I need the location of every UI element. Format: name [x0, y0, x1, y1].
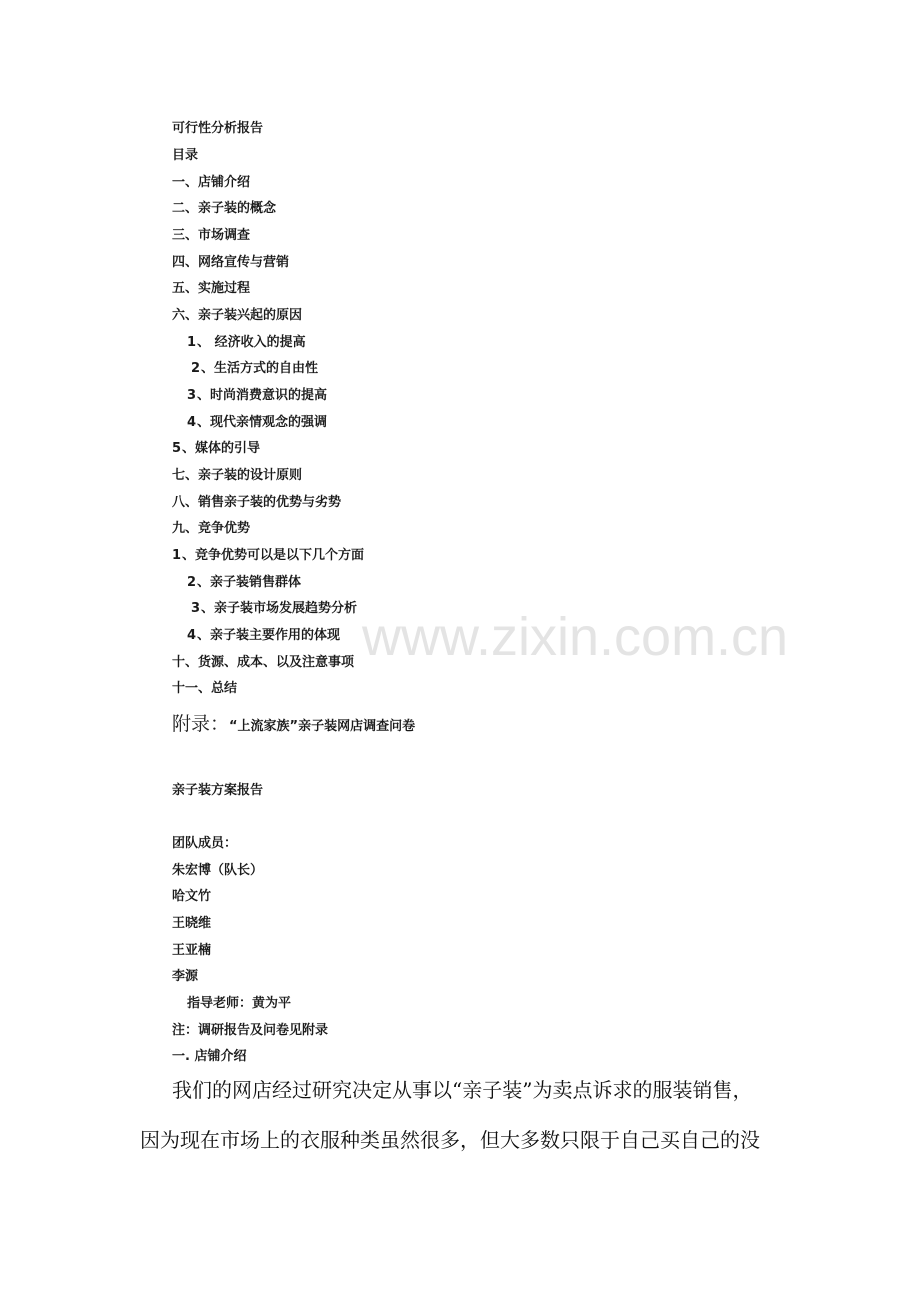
toc-item: 一、店铺介绍 — [172, 175, 251, 190]
advisor: 指导老师：黄为平 — [187, 996, 292, 1011]
toc-item: 六、亲子装兴起的原因 — [172, 308, 303, 323]
toc-item: 三、市场调查 — [172, 228, 251, 243]
subitem-number: 3 — [191, 601, 201, 616]
subitem-text: 、亲子装销售群体 — [197, 575, 302, 590]
toc-subitem — [172, 547, 364, 565]
subitem-text: 、时尚消费意识的提高 — [197, 388, 328, 403]
subitem-text: 、媒体的引导 — [182, 441, 261, 456]
toc-item: 十、货源、成本、以及注意事项 — [172, 655, 355, 670]
toc-item: 九、竞争优势 — [172, 521, 251, 536]
section-heading: 一. 店铺介绍 — [172, 1049, 247, 1064]
appendix-text: “上流家族”亲子装网店调查问卷 — [229, 719, 416, 734]
subitem-text: 、 经济收入的提高 — [197, 335, 306, 350]
toc-item: 八、销售亲子装的优势与劣势 — [172, 495, 342, 510]
note: 注：调研报告及问卷见附录 — [172, 1023, 329, 1038]
toc-subitem — [187, 574, 301, 592]
doc-title: 可行性分析报告 — [172, 121, 264, 136]
toc-heading: 目录 — [172, 148, 199, 163]
subitem-number: 5 — [172, 441, 182, 456]
team-member: 朱宏博（队长） — [172, 863, 264, 878]
toc-item: 二、亲子装的概念 — [172, 201, 277, 216]
subitem-number: 1 — [187, 335, 197, 350]
team-member: 王晓维 — [172, 916, 212, 931]
toc-subitem — [187, 334, 306, 352]
toc-subitem — [191, 360, 318, 378]
toc-item: 五、实施过程 — [172, 281, 251, 296]
subitem-number: 4 — [187, 415, 197, 430]
toc-subitem — [187, 387, 327, 405]
subitem-text: 、现代亲情观念的强调 — [197, 415, 328, 430]
subitem-number: 1 — [172, 548, 182, 563]
appendix-line — [172, 711, 415, 740]
appendix-label: 附录： — [172, 713, 230, 735]
subitem-number: 4 — [187, 628, 197, 643]
subitem-text: 、生活方式的自由性 — [201, 361, 319, 376]
team-member: 王亚楠 — [172, 943, 212, 958]
paragraph-line: 因为现在市场上的衣服种类虽然很多，但大多数只限于自己买自己的没 — [140, 1128, 760, 1152]
toc-item: 七、亲子装的设计原则 — [172, 468, 303, 483]
watermark: www.zixin.com.cn — [362, 607, 789, 667]
subitem-number: 3 — [187, 388, 197, 403]
paragraph-line: 我们的网店经过研究决定从事以“亲子装”为卖点诉求的服装销售， — [172, 1078, 753, 1102]
report-title: 亲子装方案报告 — [172, 783, 264, 798]
subitem-text: 、亲子装主要作用的体现 — [197, 628, 341, 643]
subitem-text: 、亲子装市场发展趋势分析 — [201, 601, 358, 616]
toc-subitem — [191, 600, 357, 618]
subitem-text: 、竞争优势可以是以下几个方面 — [182, 548, 365, 563]
toc-subitem — [172, 440, 260, 458]
toc-subitem — [187, 627, 340, 645]
team-member: 李源 — [172, 969, 199, 984]
toc-subitem — [187, 414, 327, 432]
toc-item: 四、网络宣传与营销 — [172, 255, 290, 270]
team-member: 哈文竹 — [172, 889, 212, 904]
subitem-number: 2 — [191, 361, 201, 376]
toc-item: 十一、总结 — [172, 681, 238, 696]
subitem-number: 2 — [187, 575, 197, 590]
team-label: 团队成员： — [172, 836, 238, 851]
